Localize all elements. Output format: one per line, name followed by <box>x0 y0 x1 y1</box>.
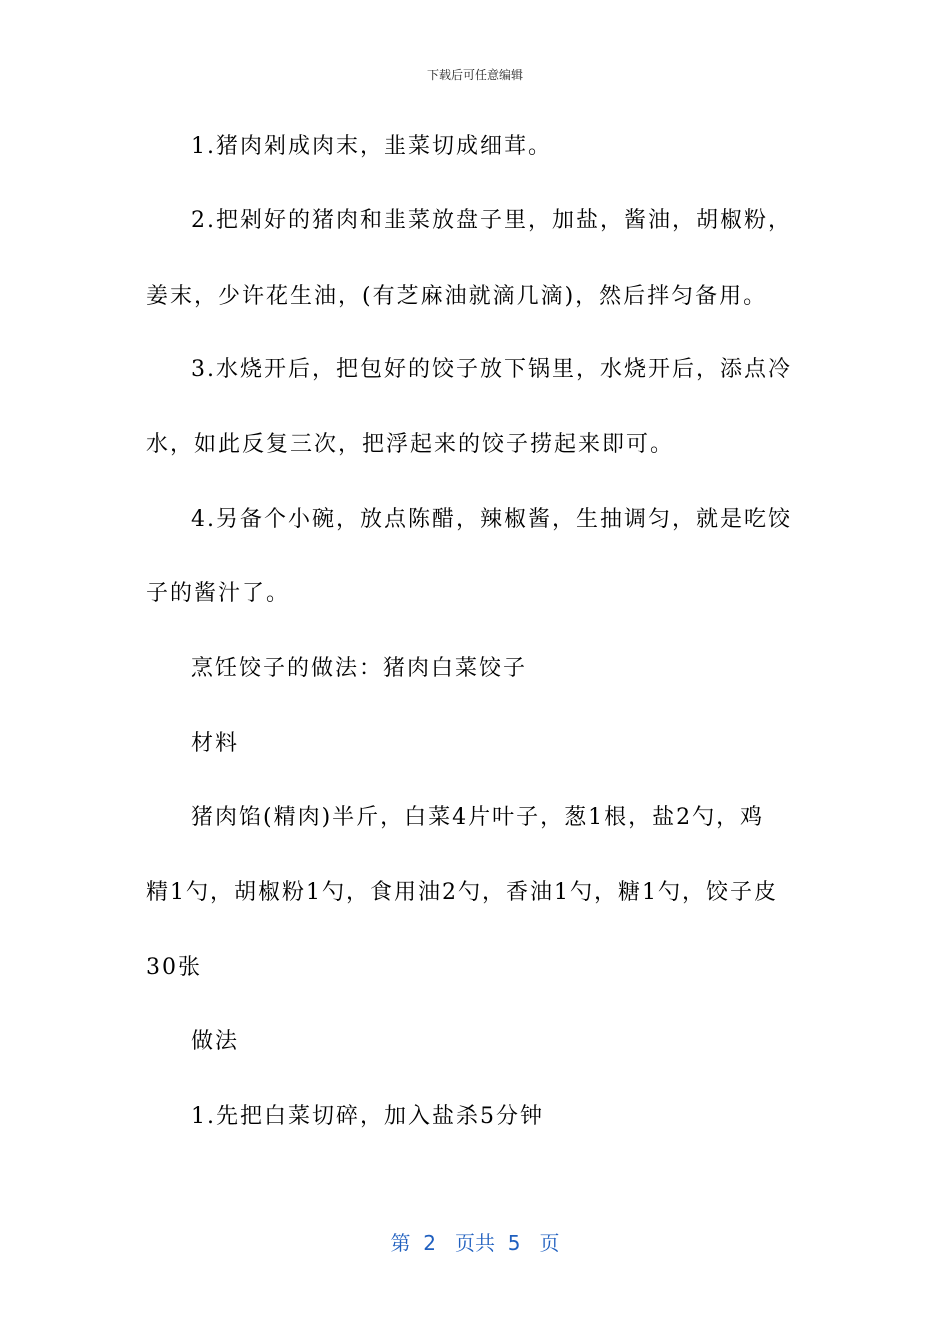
page-header-note: 下载后可任意编辑 <box>426 68 523 82</box>
method-step-1: 1.先把白菜切碎，加入盐杀5分钟 <box>191 1104 544 1129</box>
materials-heading: 材料 <box>191 731 240 756</box>
step-line-4: 4.另备个小碗，放点陈醋，辣椒酱，生抽调匀，就是吃饺 <box>191 507 792 532</box>
step-line-3: 3.水烧开后，把包好的饺子放下锅里，水烧开后，添点冷 <box>191 357 792 382</box>
step-line-2: 2.把剁好的猪肉和韭菜放盘子里，加盐，酱油，胡椒粉， <box>191 208 792 233</box>
materials-line-1: 猪肉馅(精肉)半斤，白菜4片叶子，葱1根，盐2勺，鸡 <box>191 805 765 830</box>
method-heading: 做法 <box>191 1029 240 1054</box>
page-number-footer: 第 2 页共 5 页 <box>390 1231 560 1255</box>
materials-line-3: 30张 <box>146 955 202 980</box>
step-line-4-cont: 子的酱汁了。 <box>146 581 291 606</box>
step-line-1: 1.猪肉剁成肉末，韭菜切成细茸。 <box>191 134 552 159</box>
section-title: 烹饪饺子的做法：猪肉白菜饺子 <box>191 656 528 681</box>
materials-line-2: 精1勺，胡椒粉1勺，食用油2勺，香油1勺，糖1勺，饺子皮 <box>146 880 778 905</box>
step-line-2-cont: 姜末，少许花生油，(有芝麻油就滴几滴)，然后拌匀备用。 <box>146 284 768 309</box>
step-line-3-cont: 水，如此反复三次，把浮起来的饺子捞起来即可。 <box>146 432 675 457</box>
